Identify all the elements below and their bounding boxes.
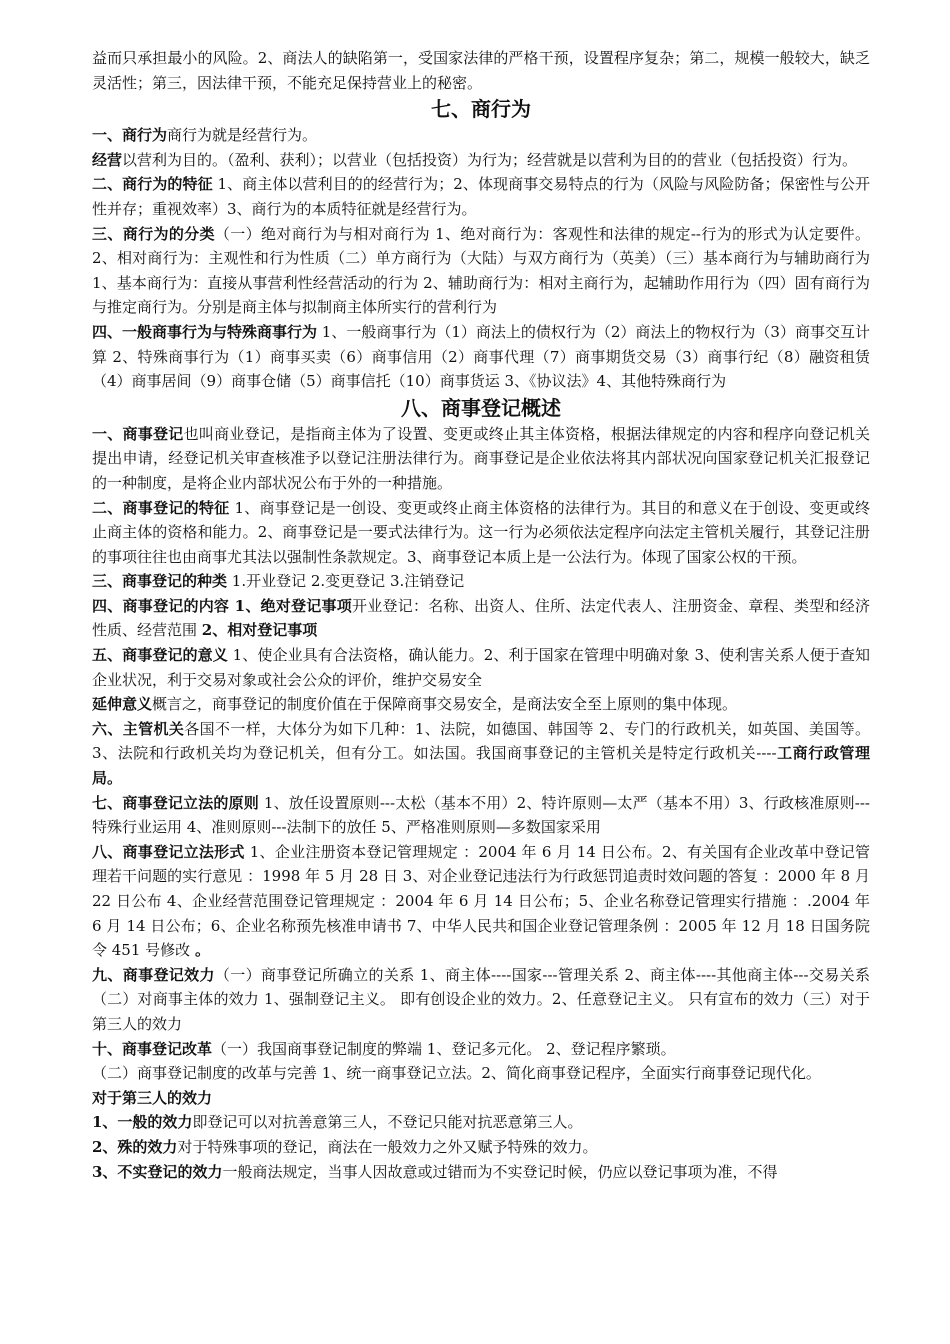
paragraph-text: 对于特殊事项的登记，商法在一般效力之外又赋予特殊的效力。 <box>177 1137 598 1156</box>
paragraph-text: 1、商主体以营利目的的经营行为；2、体现商事交易特点的行为（风险与风险防备；保密性与公开性并存；重视效率）3、商行为的本质特征就是经营行为。 <box>92 175 870 218</box>
paragraph-text: 1、放任设置原则---太松（基本不用）2、特许原则—太严（基本不用）3、行政核准原则---特殊行业运用 4、准则原则---法制下的放任 5、严格准则原则—多数国家采用 <box>92 793 870 837</box>
bold-term: 经营 <box>92 150 123 169</box>
paragraph <box>92 123 870 148</box>
bold-term: 工商行政管理局。 <box>92 744 870 788</box>
bold-term: 二、商事登记的特征 <box>92 498 230 517</box>
bold-term: 一、商行为 <box>92 126 168 145</box>
bold-term: 三、商行为的分类 <box>92 224 215 243</box>
paragraph-text: 益而只承担最小的风险。2、商法人的缺陷第一，受国家法律的严格干预，设置程序复杂；第二，规模一般较大，缺乏灵活性；第三，因法律干预，不能充足保持营业上的秘密。 <box>92 49 870 92</box>
paragraph <box>92 594 870 643</box>
bold-term: 四、商事登记的内容 1、绝对登记事项 <box>92 596 353 615</box>
section-heading: 七、商行为 <box>431 97 531 122</box>
bold-term: 一、商事登记 <box>92 424 184 443</box>
paragraph-text: 1.开业登记 2.变更登记 3.注销登记 <box>227 572 465 591</box>
paragraph-text: 1、一般商事行为（1）商法上的债权行为（2）商法上的物权行为（3）商事交互计算 2、特殊商事行为（1）商事买卖（6）商事信用（2）商事代理（7）商事期货交易（3）商事行纪（8）融资租赁 （4）商事居间（9）商事仓储（5）商事信托（10）商事货运 3、《协议法》4、其他特殊商行为 <box>92 322 870 391</box>
paragraph <box>92 172 870 221</box>
paragraph <box>92 1110 870 1135</box>
paragraph <box>92 422 870 496</box>
paragraph <box>92 717 870 791</box>
paragraph-text: （一）我国商事登记制度的弊端 1、登记多元化。 2、登记程序繁琐。 <box>212 1039 676 1058</box>
bold-term: 二、商行为的特征 <box>92 175 213 194</box>
bold-term: 六、主管机关 <box>92 719 185 738</box>
bold-term: 3、不实登记的效力 <box>92 1162 223 1181</box>
paragraph-text: （二）商事登记制度的改革与完善 1、统一商事登记立法。2、简化商事登记程序，全面实行商事登记现代化。 <box>92 1064 821 1083</box>
bold-term: 八、商事登记立法形式 <box>92 842 245 861</box>
paragraph-text: （一）绝对商行为与相对商行为 1、绝对商行为：客观性和法律的规定--行为的形式为认定要件。2、相对商行为：主观性和行为性质（二）单方商行为（大陆）与双方商行为（英美）（三）基本商行为与辅助商行为 1、基本商行为：直接从事营利性经营活动的行为 2、辅助商行为：相对主商行为，起辅助作用行为（四）固有商行为与推定商行为。分别是商主体与拟制商主体所实行的营利行为 <box>92 224 870 317</box>
paragraph <box>92 320 870 394</box>
paragraph <box>92 1037 870 1062</box>
bold-term: 对于第三人的效力 <box>92 1088 213 1107</box>
bold-term: 五、商事登记的意义 <box>92 646 228 665</box>
paragraph <box>92 496 870 570</box>
bold-term: 。 <box>194 941 210 960</box>
paragraph-text: 一般商法规定，当事人因故意或过错而为不实登记时候，仍应以登记事项为准，不得 <box>222 1162 778 1181</box>
bold-term: 2、殊的效力 <box>92 1137 178 1156</box>
paragraph <box>92 643 870 692</box>
paragraph <box>92 1086 870 1111</box>
paragraph-text: 以营利为目的。（盈利、获利）；以营业（包括投资）为行为；经营就是以营利为目的的营业（包括投资）行为。 <box>122 150 858 169</box>
paragraph <box>92 791 870 840</box>
paragraph <box>92 1160 870 1185</box>
bold-term: 三、商事登记的种类 <box>92 572 228 591</box>
paragraph-text: 也叫商业登记，是指商主体为了设置、变更或终止其主体资格，根据法律规定的内容和程序向登记机关提出申请，经登记机关审查核准予以登记注册法律行为。商事登记是企业依法将其内部状况向国家登记机关汇报登记的一种制度，是将企业内部状况公布于外的一种措施。 <box>92 424 870 492</box>
paragraph <box>92 1061 870 1086</box>
paragraph-text: 1、使企业具有合法资格，确认能力。2、利于国家在管理中明确对象 3、使利害关系人便于查知企业状况，利于交易对象或社会公众的评价，维护交易安全 <box>92 646 870 689</box>
document-body <box>92 46 870 1184</box>
section-heading: 八、商事登记概述 <box>401 395 561 420</box>
paragraph <box>92 692 870 717</box>
bold-term: 九、商事登记效力 <box>92 965 215 984</box>
bold-term: 延伸意义 <box>92 695 153 714</box>
paragraph <box>92 569 870 594</box>
bold-term: 七、商事登记立法的原则 <box>92 793 259 812</box>
paragraph <box>92 46 870 95</box>
paragraph <box>92 222 870 320</box>
paragraph <box>92 148 870 173</box>
paragraph <box>92 963 870 1037</box>
paragraph-text: 即登记可以对抗善意第三人，不登记只能对抗恶意第三人。 <box>192 1113 583 1132</box>
paragraph-text: 1、商事登记是一创设、变更或终止商主体资格的法律行为。其目的和意义在于创设、变更或终止商主体的资格和能力。2、商事登记是一要式法律行为。这一行为必须依法定程序向法定主管机关履行，其登记注册的事项往往也由商事尤其法以强制性条款规定。3、商事登记本质上是一公法行为。体现了国家公权的干预。 <box>92 498 870 566</box>
bold-term: 2、相对登记事项 <box>201 621 318 640</box>
paragraph-text: 开业登记：名称、出资人、住所、法定代表人、注册资金、章程、类型和经济性质、经营范围 <box>92 596 870 640</box>
paragraph-text: 概言之，商事登记的制度价值在于保障商事交易安全，是商法安全至上原则的集中体现。 <box>152 695 738 714</box>
paragraph-text: 1、企业注册资本登记管理规定 ：2004 年 6 月 14 日公布。2、有关国有企业改革中登记管理若干问题的实行意见 ：1998 年 5 月 28 日 3、对企业登记违法行为行政惩罚追责时效问题的答复 ：2000 年 8 月 22 日公布 4、企业经营范围登记管理规定 ：2004 年 6 月 14 日公布；5、企业名称登记管理实行措施 ：.2004 年 6 月 14 日公布；6、企业名称预先核准申请书 7、中华人民共和国企业登记管理条例 ：2005 年 12 月 18 日国务院令 451 号修改 <box>92 842 870 960</box>
paragraph-text: （一）商事登记所确立的关系 1、商主体----国家---管理关系 2、商主体----其他商主体---交易关系（二）对商事主体的效力 1、强制登记主义。 即有创设企业的效力。2、任意登记主义。 只有宣布的效力（三）对于第三人的效力 <box>92 965 870 1033</box>
bold-term: 十、商事登记改革 <box>92 1039 213 1058</box>
paragraph <box>92 840 870 963</box>
bold-term: 四、一般商事行为与特殊商事行为 <box>92 322 318 341</box>
paragraph-text: 商行为就是经营行为。 <box>167 126 318 145</box>
bold-term: 1、一般的效力 <box>92 1113 193 1132</box>
paragraph <box>92 1135 870 1160</box>
paragraph-text: 各国不一样，大体分为如下几种：1、法院，如德国、韩国等 2、专门的行政机关，如英国、美国等。3、法院和行政机关均为登记机关，但有分工。如法国。我国商事登记的主管机关是特定行政机关---- <box>92 719 870 763</box>
